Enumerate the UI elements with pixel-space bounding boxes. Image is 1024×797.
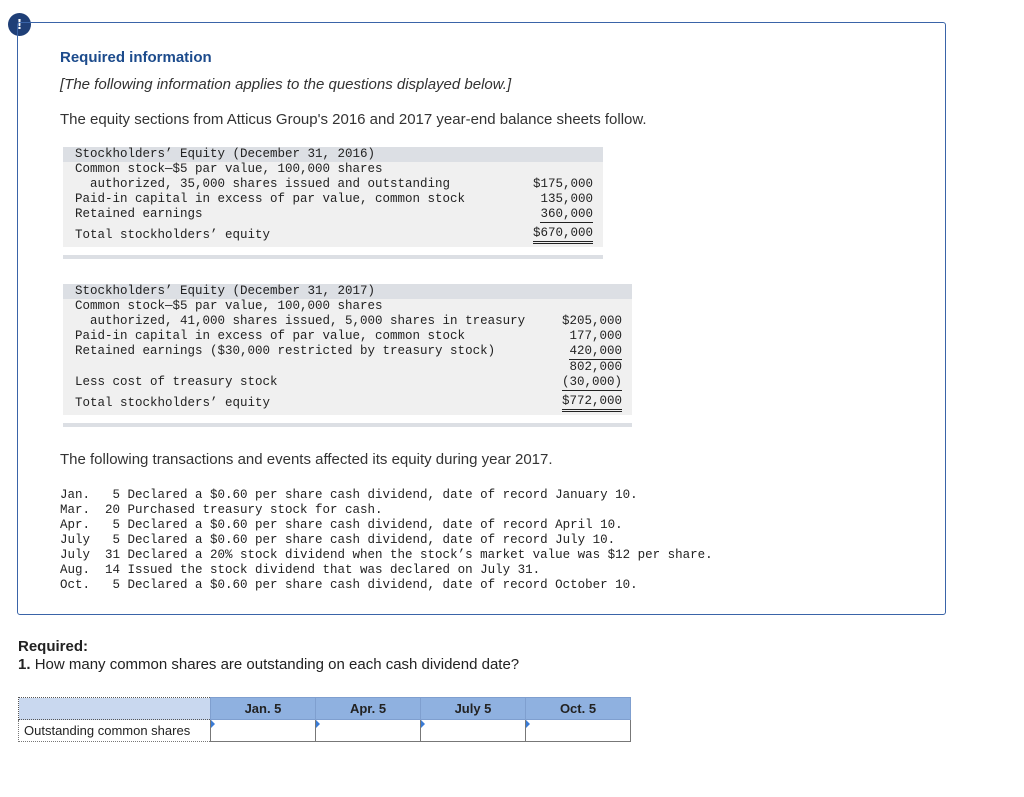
transaction-item: July 5 Declared a $0.60 per share cash dividend, date of record July 10.: [60, 533, 616, 547]
transaction-item: Oct. 5 Declared a $0.60 per share cash dividend, date of record October 10.: [60, 578, 638, 592]
events-intro: The following transactions and events affected its equity during year 2017.: [60, 451, 553, 468]
equity-2017-heading: Stockholders’ Equity (December 31, 2017): [75, 284, 376, 298]
equity-2017-subtotal-value: 802,000: [569, 360, 622, 374]
transaction-item: Jan. 5 Declared a $0.60 per share cash dividend, date of record January 10.: [60, 488, 638, 502]
input-apr-5[interactable]: [316, 720, 421, 742]
equity-2017-line: Common stock—$5 par value, 100,000 shares: [75, 299, 383, 313]
transaction-item: Apr. 5 Declared a $0.60 per share cash dividend, date of record April 10.: [60, 518, 623, 532]
column-header-jan-5: Jan. 5: [211, 698, 316, 720]
answer-table: [18, 697, 631, 742]
equity-2017-paidin-value: 177,000: [569, 329, 622, 343]
question-number: 1.: [18, 656, 31, 673]
equity-2016-line: Common stock—$5 par value, 100,000 shares: [75, 162, 383, 176]
answer-table-corner: [19, 698, 211, 720]
equity-2017-treasury-value: (30,000): [561, 375, 622, 389]
equity-2016-paidin-value: 135,000: [540, 192, 593, 206]
transaction-list: [60, 488, 713, 593]
equity-2017-retained-value: 420,000: [569, 344, 622, 358]
separator: [63, 255, 603, 259]
input-marker-icon: [526, 720, 530, 728]
input-july-5[interactable]: [421, 720, 526, 742]
transaction-item: Mar. 20 Purchased treasury stock for cash.: [60, 503, 383, 517]
question-text: How many common shares are outstanding on each cash dividend date?: [34, 656, 520, 673]
equity-2016-table: [63, 147, 603, 247]
transaction-item: July 31 Declared a 20% stock dividend when the stock’s market value was $12 per share.: [60, 548, 713, 562]
input-jan-5[interactable]: [211, 720, 316, 742]
equity-2016-line: Paid-in capital in excess of par value, common stock: [75, 192, 466, 206]
intro-text: The equity sections from Atticus Group's 2016 and 2017 year-end balance sheets follow.: [60, 111, 647, 128]
required-label: Required:: [18, 638, 89, 655]
equity-2017-common-value: $205,000: [561, 314, 622, 328]
column-header-apr-5: Apr. 5: [316, 698, 421, 720]
column-header-oct-5: Oct. 5: [526, 698, 631, 720]
alert-icon: !: [8, 13, 31, 36]
required-information-title: Required information: [60, 49, 212, 66]
input-marker-icon: [421, 720, 425, 728]
equity-2016-retained-value: 360,000: [540, 207, 593, 221]
input-marker-icon: [316, 720, 320, 728]
input-marker-icon: [211, 720, 215, 728]
equity-2017-line: Less cost of treasury stock: [75, 375, 278, 389]
equity-2016-common-value: $175,000: [532, 177, 593, 191]
question-1: [18, 656, 519, 673]
transaction-item: Aug. 14 Issued the stock dividend that was declared on July 31.: [60, 563, 541, 577]
equity-2017-line: Retained earnings ($30,000 restricted by treasury stock): [75, 344, 496, 358]
equity-2017-line: authorized, 41,000 shares issued, 5,000 shares in treasury: [75, 314, 526, 328]
equity-2017-line: Total stockholders’ equity: [75, 396, 271, 410]
equity-2017-table: [63, 284, 632, 415]
equity-2016-total-value: $670,000: [533, 226, 593, 244]
column-header-july-5: July 5: [421, 698, 526, 720]
equity-2016-line: Total stockholders’ equity: [75, 228, 271, 242]
equity-2016-heading: Stockholders’ Equity (December 31, 2016): [75, 147, 376, 161]
equity-2016-line: authorized, 35,000 shares issued and outstanding: [75, 177, 451, 191]
info-note: [The following information applies to the questions displayed below.]: [60, 76, 512, 93]
equity-2016-line: Retained earnings: [75, 207, 203, 221]
equity-2017-line: Paid-in capital in excess of par value, common stock: [75, 329, 466, 343]
row-label-outstanding-shares: Outstanding common shares: [19, 720, 211, 742]
separator: [63, 423, 632, 427]
input-oct-5[interactable]: [526, 720, 631, 742]
equity-2017-total-value: $772,000: [562, 394, 622, 412]
